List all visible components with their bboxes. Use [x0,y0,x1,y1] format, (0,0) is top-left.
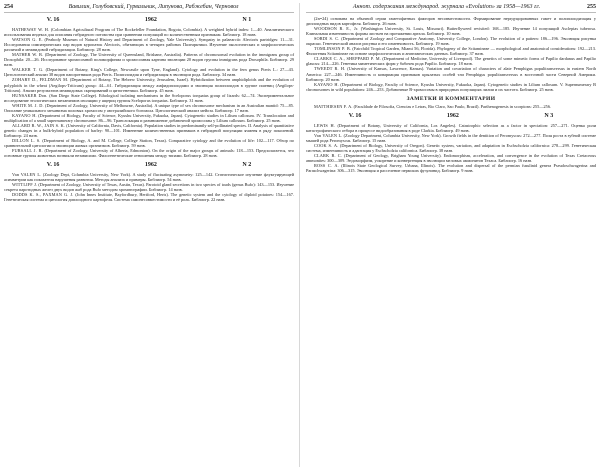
issue-volume: V. 16 [46,17,60,23]
abstract-entry [4,52,294,67]
right-running-head [306,3,596,13]
abstract-entry [306,133,596,143]
left-page-number: 254 [4,4,13,10]
entries-issue-2-continued [306,16,596,92]
left-running-head [4,3,294,13]
entry-text: (Zoology Department, Columbia University, New York). Growth fields in the dentition of Peromyscus: 272—277. Поля роста в зубной системе мышей рода Peromyscus. Библиогр. 15 назв. [306,132,596,143]
abstract-entry [4,113,294,123]
entry-author: KAYANO H. [12,112,37,118]
entry-text: (Washington University, St. Louis, Missouri). Butterflyweed revisited: 168—185. Изучение 14 популяций Asclepias tuberosa. Клинальная изменчивость формы листьев на протяжении ареала. Библиогр. 10 назв. [306,26,596,37]
abstract-entry [306,66,596,81]
entry-author: WATSON G. E. [12,37,43,43]
abstract-entry [306,46,596,56]
entry-text: (Colombian Agricultural Program of The Rockefeller Foundation, Bogota, Colombia). A weighted hybrid index: 1—40. Аналитического использования индекса для описания гибридного потомства при сравнении популяций по количественным признакам. Библиогр. 18 назв. [4,27,294,38]
abstract-entry [306,143,596,153]
entry-author: TOMLINSON P. B. [314,46,352,52]
entry-text: (Department of Zoology, University of Alberta, Edmonton). On the origin of the major groups of animals: 118—153. Предполагается, что основные группы животных возникли независимо. Филогенетические отношения между типами. Библиогр. 28 назв. [4,148,294,159]
abstract-entry [4,123,294,138]
entry-text: (Department of Geology, Brigham Young University). Endomorphism, acceleration, and convergence in the evolution of Texas Cretaceous ammonites: 300—309. Эндоморфизм, ускорение и конвергенция в эволюции меловых аммонитов Техаса. Библиогр. 16 назв. [306,153,596,164]
entry-author: KAYANO H. [314,81,339,87]
entry-author: CLARKE C. A., SHEPPARD P. M. [314,56,381,62]
issue-volume: V. 16 [348,112,362,119]
entry-author: WHITE M. J. D. [12,102,44,108]
abstract-entry [4,93,294,103]
entry-author: ROSS C. A. [314,163,339,169]
entry-author: DILLON L. S. [12,138,41,144]
entry-text: (Department of Zoology, The University of Queensland, Brisbane, Australia). Patterns of chromosomal evolution in the immigrans group of Drosophila: 20—26. Исследование хромосомной полиморфизма и хромосомная картина эволюции 20 видов группы immigrans рода Drosophila. Библиогр. 29 назв. [4,52,294,68]
entry-text: (Fairchild Tropical Garden, Miami 56, Florida). Phylogeny of the Scitamineae — morphological and anatomical considerations: 192—213. Филогения Scitamineae на основе морфологических и анатомических данных. Библиогр. 37 назв. [306,46,596,57]
entry-author: DODDS K. S., PAXMAN G. J. [12,192,74,198]
issue-number: N 1 [242,17,252,23]
entry-author: ZOHARY D., FELDMAN M. [12,77,69,83]
right-running-title: Аннот. содержания международ. журнала «Evolution» за 1958—1963 гг. [352,4,541,10]
entry-text: (Department of Zoology and Comparative Anatomy, University College, London). The evolution of a pattern: 186—196. Эволюция рисунка окраски. Генетический анализ рисунка и его изменчивость. Библиогр. 19 назв. [306,36,596,47]
entry-author: FURSALL J. R. [12,148,43,154]
issue-header-3 [306,112,596,121]
abstract-entry [306,153,596,163]
abstract-entry [306,26,596,36]
entry-author: MATHER W. B. [12,52,44,58]
entry-text: (Department of Medicine, University of Liverpool). The genetics of some mimetic forms of Papilio dardanus and Papilio glaucus: 214—226. Генетика миметических форм у бабочек рода Papilio. Библиогр. 18 назв. [306,56,596,67]
entry-text: (Department of Biology, A. and M. College, College Station, Texas). Comparative cytology and the evolution of life: 102—117. Обзор по сравнительной цитологии и эволюции живых организмов. Библиогр. 59 назв. [4,138,294,149]
entry-text: (Zoology Dept, Columbia University, New York). A study of fluctuating asymmetry: 125—142. Статистическое изучение флуктуирующей асимметрии как показателя нарушения развития. Методы анализа и примеры. Библиогр. 54 назв. [4,172,294,183]
issue-number: N 2 [242,162,252,169]
abstract-entry [4,103,294,113]
section-title-notes: ЗАМЕТКИ И КОММЕНТАРИИ [406,95,496,102]
issue-number: N 3 [544,112,554,119]
abstract-entry [4,67,294,77]
issue-year: 1962 [144,162,157,169]
entry-text: (Department of Zoology, University of Melbourne, Australia). A unique type of sex chromosome mechanism in an Australian mantid: 75—85. Описание уникального механизма половых хромосом у австралийского богомола. Цитологический анализ мейоза. Библиогр. 17 назв. [4,102,295,113]
entry-text: (Peabody Museum of Natural History and Department of Zoology, Yale University). Sympatry in palaearctic Alectoris partridges: 11—31. Исследования симпатрических пар видов куропаток Alectoris, обитающих в четырех районах Палеарктики. Изучение экологических и морфологических различий и межвидовой гибридизации. Библиогр. 28 назв. [4,37,294,53]
abstract-entry [4,172,294,182]
entry-text: (Department of Biology, Faculty of Science, Kyushu University, Fukuoka, Japan). Cytogenetic studies in Lilium callosum. V. Supernumerary B chromosomes in wild populations: 246—253. Добавочные B-хромосомы в природных популяциях лилии и их частота. Библиогр. 25 назв. [306,81,596,92]
abstract-entry [306,16,596,26]
entry-author: COOK S. A. [314,142,339,148]
issue-year: 1962 [446,112,459,119]
abstract-entry [4,138,294,148]
entry-author: MATTHIESEN F. A. [314,103,353,109]
entry-author: WALKER T. G. [12,67,44,73]
entry-text: (Illinois State Geological Survey, Urbana, Illinois). The evolution and dispersal of the permian fusulinid genera Pseudoschwagerina and Paraschwagerina: 306—315. Эволюция и расселение пермских фузулинид. Библиогр. 9 назв. [306,163,596,174]
issue-header-1 [4,16,294,25]
abstract-entry [306,163,596,173]
entry-text: (University of Kansas, Lawrence, Kansas). Variation and covariation of characters of alate Pemphigus populitransversus in eastern North America: 227—246. Изменчивость и ковариация признаков крылатых особей тли Pemphigus populitransversus в восточной части Северной Америки. Библиогр. 20 назв. [306,66,596,82]
issue-header-2 [4,161,294,170]
entry-author: WITTLIFF J. [12,182,38,188]
abstract-entry [4,77,294,92]
abstract-entry [306,123,596,133]
left-page [4,3,300,467]
issue-volume: V. 16 [46,162,60,169]
abstract-entry [4,182,294,192]
abstract-entry [306,36,596,46]
entry-author: WOODSON R. E., Jr. [314,26,359,32]
abstract-entry [306,56,596,66]
entries-issue-1 [4,27,294,158]
entry-text: (Department of Zoology, University of Texas, Austin, Texas). Parotoid gland secretions in two species of toads (genus Bufo): 143—153. Изучение секрета паротидных желез двух видов жаб рода Bufo методом хроматографии. Библиогр. 14 назв. [4,182,294,193]
entry-text: (Department of Biology, University of Oregon). Genetic system, variation, and adaptation in Eschscholzia californica: 278—299. Генетическая система, изменчивость и адаптация у Eschscholzia californica. Библиогр. 38 назв. [306,142,596,153]
entry-author: HATHEWAY W. H. [12,27,50,32]
issue-year: 1962 [144,17,157,23]
entry-author: HUNSAKER Don. [12,92,48,98]
entry-author: CLARK B. C. [314,153,343,159]
entry-author: TWEEDT R. H. [314,66,346,72]
entry-text: (Department of Botany, University of California, Los Angeles). Catastrophic selection as a factor in speciation: 257—271. Оценка роли катастрофического отбора в процессе видообразования в роде Clarkia. Библиогр. 49 назв. [306,122,596,133]
entries-issue-3 [306,123,596,173]
abstract-entry [4,37,294,52]
left-running-title: Вавилин, Голубовский, Гурвальник, Липунова, Рабжебан, Черновол [68,4,239,10]
entries-issue-2 [4,172,294,202]
abstract-entry [4,148,294,158]
entries-notes [306,104,596,109]
abstract-entry [4,27,294,37]
entry-author: SORDI S. C. [314,36,340,42]
entry-text: (San Diego State College). Ethological isolating mechanisms in the Sceloporus torquatus group of lizards: 62—74. Экспериментальное исследование этологических механизмов изоляции у ящериц группы Sceloporus torquatus. Библиогр. 31 назв. [4,92,294,103]
entry-text: (University of California, Davis, California). Population studies in predominantly self-pollinated species. II. Analysis of quantitative genetic changes in a bulk-hybrid population of barley: 90—101. Изменение количественных признаков в гибридной популяции ячменя в ряду поколений. Библиогр. 24 назв. [4,122,294,138]
entry-text: (John Innes Institute, Bayfordbury, Hertford, Herts). The genetic system and the cytology of diploid potatoes: 154—167. Генетическая система и цитология диплоидного картофеля. Система самонесовместимости и её роль. Библиогр. 22 назв. [4,192,294,203]
entry-text: (2n=24) основана на обычной серии гаметофитных факторов несовместимости. Формирование нередуцированных гамет и полиплоидизация у диплоидных видов картофеля. Библиогр. 26 назв. [306,16,596,27]
right-page [300,3,596,467]
entry-author: LEWIS H. [314,122,335,128]
entry-author: ALLARD R. W., JAIN S. K. [12,122,66,128]
entry-text: (Department of Biology, Faculty of Science, Kyushu University, Fukuoka, Japan). Cytogenetic studies in Lilium callosum. IV. Translocation and multiplication of a small supernumerary chromosome: 86—96. Транслокация и размножение добавочной хромосомы у Lilium callosum. Библиогр. 25 назв. [4,112,294,123]
right-page-number: 255 [586,4,596,10]
entry-author: Van VALEN L. [314,132,343,138]
entry-text: (Department of Botany, The Hebrew University, Jerusalem, Israel). Hybridization between amphidiploids and the evolution of polyploids in the wheat (Aegilops-Triticum) group: 44—61. Гибридизация между амфидиплоидами и эволюция полиплоидов в группе пшениц (Aegilops-Triticum). Анализ результатов межвидовых скрещиваний и цитогенетики. Библиогр. 45 назв. [4,77,294,93]
entry-text: (Faculdade de Filosofia, Ciencias e Letras, Rio Claro, Sao Paulo, Brazil). Parthenogenesis in scorpions: 255—256. [352,103,552,109]
entry-author: Van VALEN L. [12,172,42,178]
entry-text: (Department of Botany, King's College, Newcastle upon Tyne, England). Cytology and evolution in the fern genus Pteris L.: 27—43. Цитологический анализ 38 видов папоротников рода Pteris. Полиплоидия и гибридизация в эволюции рода. Библиогр. 34 назв. [4,67,294,78]
abstract-entry [306,82,596,92]
abstract-entry [4,192,294,202]
abstract-entry [306,104,596,109]
